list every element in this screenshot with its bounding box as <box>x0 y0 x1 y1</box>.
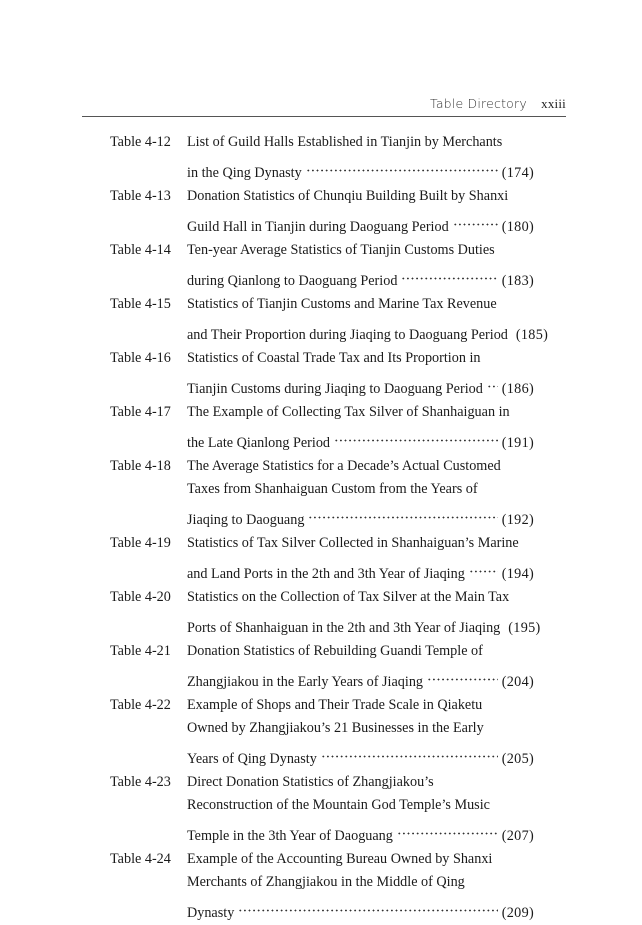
toc-entry-title-text: Temple in the 3th Year of Daoguang <box>187 828 393 844</box>
toc-entry-title-text: the Late Qianlong Period <box>187 435 331 451</box>
toc-entry-title-text: Owned by Zhangjiakou’s 21 Businesses in the Early <box>187 720 484 736</box>
toc-entry-page-number: (209) <box>501 905 534 921</box>
toc-entry-number: Table 4-16 <box>110 350 171 366</box>
toc-entry-line <box>187 316 549 347</box>
toc-entry-line <box>187 401 534 424</box>
toc-entry-title-text: The Average Statistics for a Decade’s Actual Customed <box>187 458 501 474</box>
toc-entry-number: Table 4-13 <box>110 188 171 204</box>
running-header-title: Table Directory <box>430 96 527 111</box>
toc-entry[interactable] <box>110 694 534 771</box>
toc-entry-line <box>187 347 534 370</box>
toc-entry-page-number: (185) <box>515 327 549 343</box>
toc-entry-line <box>187 501 534 532</box>
toc-entry-title-text: Statistics of Tianjin Customs and Marine Tax Revenue <box>187 296 497 312</box>
toc-entry-line <box>187 817 534 848</box>
toc-entry-line <box>187 871 534 894</box>
toc-entry[interactable] <box>110 239 534 293</box>
toc-entry-page-number: (183) <box>501 273 534 289</box>
toc-entry-line <box>187 208 534 239</box>
toc-entry-number: Table 4-21 <box>110 643 171 659</box>
toc-entry-line <box>187 478 534 501</box>
dot-leader <box>397 817 498 840</box>
toc-entry-line <box>187 609 541 640</box>
toc-entry-number: Table 4-18 <box>110 458 171 474</box>
toc-entry-line <box>187 131 534 154</box>
toc-entry-line <box>187 262 534 293</box>
toc-entry-page-number: (186) <box>501 381 534 397</box>
toc-entry-line <box>187 185 534 208</box>
toc-entry-title-text: and Their Proportion during Jiaqing to Daoguang Period <box>187 327 508 343</box>
toc-entry-page-number: (191) <box>501 435 534 451</box>
toc-entry-line <box>187 894 534 925</box>
toc-entry-title-text: Example of Shops and Their Trade Scale in Qiaketu <box>187 697 483 713</box>
toc-entry-number: Table 4-20 <box>110 589 171 605</box>
toc-entry[interactable] <box>110 771 534 848</box>
running-header <box>430 96 566 112</box>
toc-entry[interactable] <box>110 532 534 586</box>
toc-entry-number: Table 4-19 <box>110 535 171 551</box>
toc-entry[interactable] <box>110 455 534 532</box>
toc-entry-title-text: Example of the Accounting Bureau Owned by Shanxi <box>187 851 493 867</box>
toc-entry-number: Table 4-15 <box>110 296 171 312</box>
toc-entry-title-text: The Example of Collecting Tax Silver of Shanhaiguan in <box>187 404 510 420</box>
toc-entry[interactable] <box>110 640 534 694</box>
toc-entry-line <box>187 663 534 694</box>
toc-entry-page-number: (194) <box>501 566 534 582</box>
toc-entry-page-number: (174) <box>501 165 534 181</box>
toc-entry-title-text: Direct Donation Statistics of Zhangjiakou’s <box>187 774 434 790</box>
toc-entry-title-text: Guild Hall in Tianjin during Daoguang Period <box>187 219 449 235</box>
toc-entry-line <box>187 293 534 316</box>
toc-entry-title-text: Taxes from Shanhaiguan Custom from the Years of <box>187 481 478 497</box>
toc-entry-line <box>187 794 534 817</box>
dot-leader <box>427 663 498 686</box>
toc-entry-title-text: Dynasty <box>187 905 235 921</box>
toc-entry-line <box>187 239 534 262</box>
dot-leader <box>401 262 497 285</box>
toc-entry-page-number: (204) <box>501 674 534 690</box>
dot-leader <box>334 424 498 447</box>
toc-entry-line <box>187 586 534 609</box>
toc-entry-page-number: (207) <box>501 828 534 844</box>
toc-entry-line <box>187 740 534 771</box>
toc-entry-line <box>187 717 534 740</box>
toc-entry-line <box>187 455 534 478</box>
toc-entry-page-number: (195) <box>508 620 541 636</box>
running-header-page-number: xxiii <box>541 96 566 111</box>
toc-entry-title-text: Ten-year Average Statistics of Tianjin Customs Duties <box>187 242 495 258</box>
toc-entry-page-number: (180) <box>501 219 534 235</box>
toc-entry[interactable] <box>110 347 534 401</box>
dot-leader <box>308 501 497 524</box>
toc-entry-title-text: Zhangjiakou in the Early Years of Jiaqing <box>187 674 424 690</box>
toc-entry-line <box>187 771 534 794</box>
table-directory-list <box>110 131 549 925</box>
toc-entry-title-text: Donation Statistics of Rebuilding Guandi Temple of <box>187 643 483 659</box>
dot-leader <box>321 740 498 763</box>
toc-entry-number: Table 4-14 <box>110 242 171 258</box>
toc-entry-line <box>187 532 534 555</box>
toc-entry-title-text: List of Guild Halls Established in Tianjin by Merchants <box>187 134 503 150</box>
toc-entry-page-number: (205) <box>501 751 534 767</box>
toc-entry-line <box>187 154 534 185</box>
dot-leader <box>487 370 498 393</box>
toc-entry-title-text: Statistics of Coastal Trade Tax and Its Proportion in <box>187 350 481 366</box>
toc-entry[interactable] <box>110 293 549 347</box>
toc-entry-title-text: Statistics on the Collection of Tax Silver at the Main Tax <box>187 589 510 605</box>
toc-entry-line <box>187 555 534 586</box>
toc-entry[interactable] <box>110 185 534 239</box>
dot-leader <box>306 154 498 177</box>
header-rule <box>82 116 566 117</box>
dot-leader <box>453 208 498 231</box>
toc-entry-title-text: in the Qing Dynasty <box>187 165 302 181</box>
toc-entry-page-number: (192) <box>501 512 534 528</box>
toc-entry[interactable] <box>110 131 534 185</box>
toc-entry-number: Table 4-17 <box>110 404 171 420</box>
toc-entry-title-text: Jiaqing to Daoguang <box>187 512 305 528</box>
toc-entry-title-text: Statistics of Tax Silver Collected in Shanhaiguan’s Marine <box>187 535 519 551</box>
toc-entry-number: Table 4-22 <box>110 697 171 713</box>
toc-entry-line <box>187 694 534 717</box>
toc-entry-title-text: Merchants of Zhangjiakou in the Middle of Qing <box>187 874 465 890</box>
toc-entry-title-text: Reconstruction of the Mountain God Temple’s Music <box>187 797 490 813</box>
toc-entry[interactable] <box>110 586 541 640</box>
toc-entry-number: Table 4-12 <box>110 134 171 150</box>
toc-entry-title-text: during Qianlong to Daoguang Period <box>187 273 398 289</box>
toc-entry-title-text: Years of Qing Dynasty <box>187 751 317 767</box>
dot-leader <box>469 555 498 578</box>
toc-entry-line <box>187 640 534 663</box>
toc-entry-number: Table 4-24 <box>110 851 171 867</box>
toc-entry[interactable] <box>110 401 534 455</box>
toc-entry-line <box>187 424 534 455</box>
toc-entry[interactable] <box>110 848 534 925</box>
toc-entry-title-text: Donation Statistics of Chunqiu Building Built by Shanxi <box>187 188 509 204</box>
toc-entry-title-text: Ports of Shanhaiguan in the 2th and 3th Year of Jiaqing <box>187 620 501 636</box>
toc-entry-line <box>187 370 534 401</box>
toc-entry-title-text: Tianjin Customs during Jiaqing to Daoguang Period <box>187 381 483 397</box>
toc-entry-line <box>187 848 534 871</box>
toc-entry-title-text: and Land Ports in the 2th and 3th Year of Jiaqing <box>187 566 465 582</box>
toc-entry-number: Table 4-23 <box>110 774 171 790</box>
